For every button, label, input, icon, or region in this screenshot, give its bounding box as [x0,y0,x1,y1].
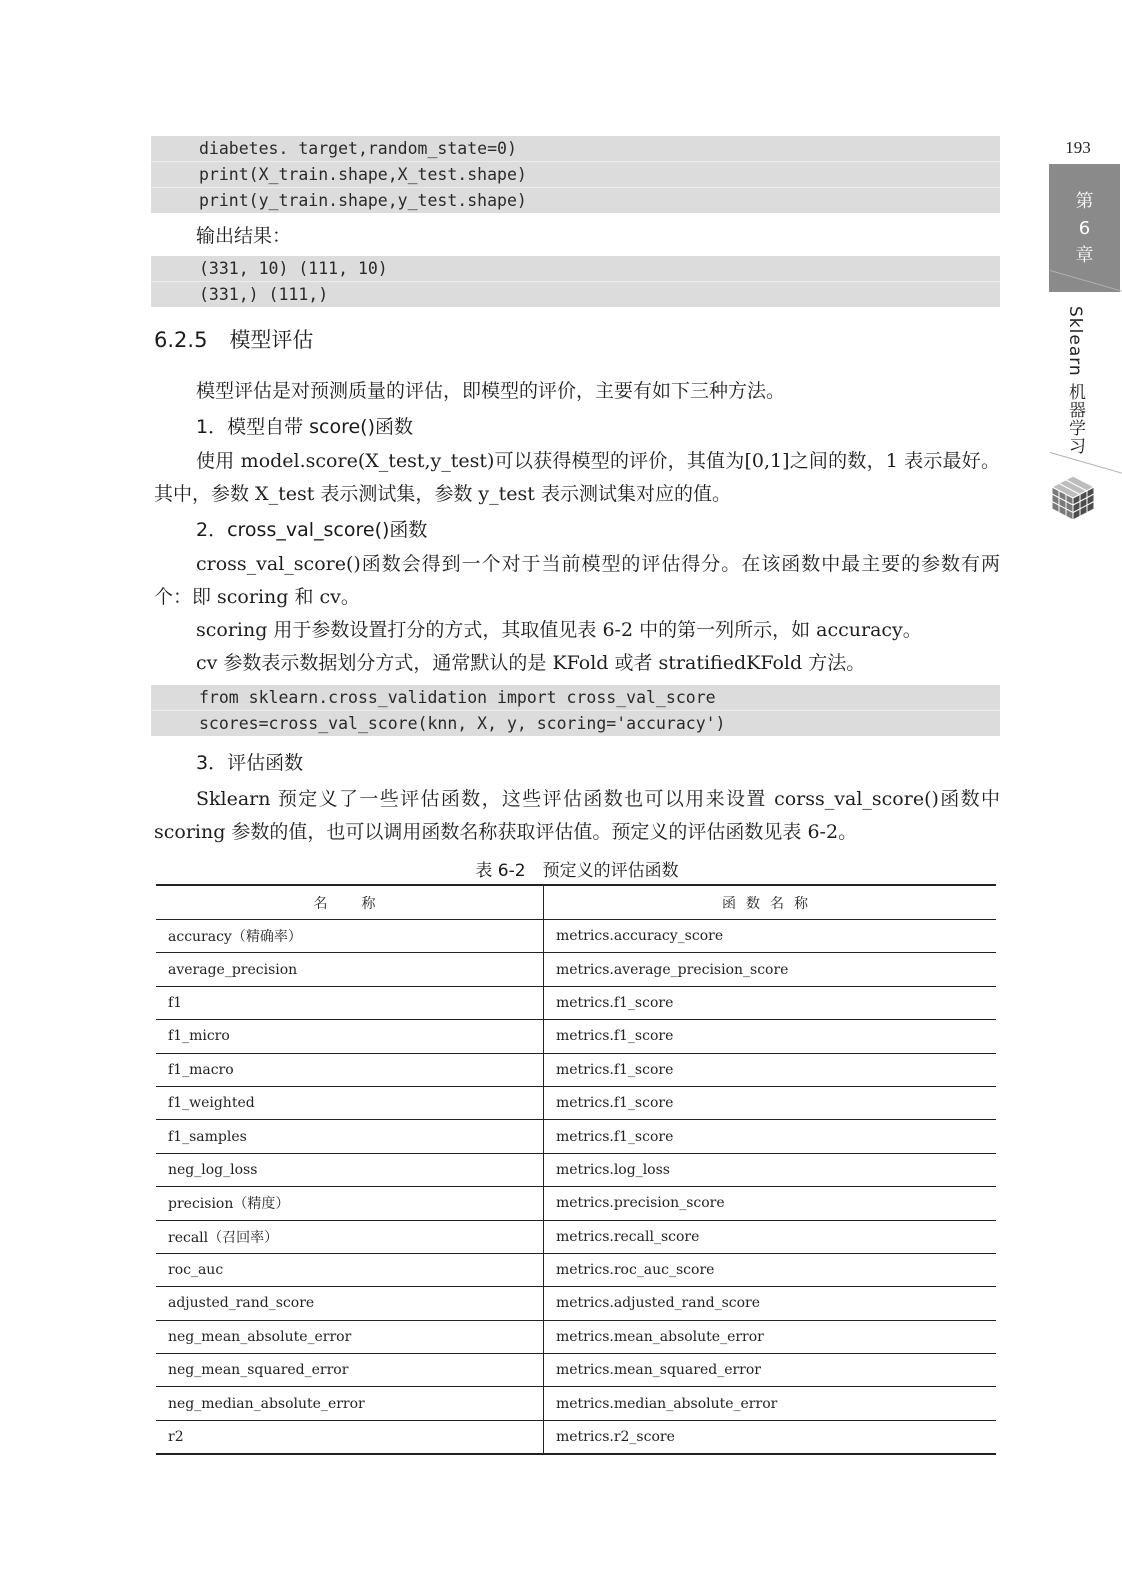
table-caption: 表 6-2 预定义的评估函数 [475,861,679,881]
scoring-name-cell: f1 [156,986,544,1019]
table-row [156,1086,996,1119]
function-name-cell: metrics.f1_score [544,1053,997,1086]
table-row [156,1187,996,1220]
code-line: (331,) (111,) [151,281,1000,307]
code-line: print(y_train.shape,y_test.shape) [151,187,1000,213]
table-row [156,1120,996,1153]
subheading-2: 2．cross_val_score()函数 [196,519,428,541]
table-row [156,1253,996,1286]
function-name-cell: metrics.roc_auc_score [544,1253,997,1286]
function-name-cell: metrics.r2_score [544,1420,997,1454]
scoring-name-cell: f1_macro [156,1053,544,1086]
code-block [151,685,1000,736]
table-row [156,1053,996,1086]
output-block [151,256,1000,307]
table-row [156,1020,996,1053]
paragraph: 使用 model.score(X_test,y_test)可以获得模型的评价，其值为[0,1]之间的数，1 表示最好。其中，参数 X_test 表示测试集，参数 y_test 表示测试集对应的值。 [154,450,1000,505]
scoring-name-cell: recall（召回率） [156,1220,544,1253]
section-title: 模型评估 [229,328,314,352]
table-row [156,1354,996,1387]
scoring-name-cell: average_precision [156,953,544,986]
column-header: 函数名称 [544,885,997,920]
function-name-cell: metrics.mean_absolute_error [544,1320,997,1353]
paragraph: scoring 用于参数设置打分的方式，其取值见表 6-2 中的第一列所示，如 accuracy。 [196,619,922,641]
paragraph: cv 参数表示数据划分方式，通常默认的是 KFold 或者 stratifiedKFold 方法。 [196,652,866,674]
scoring-name-cell: f1_micro [156,1020,544,1053]
scoring-name-cell: accuracy（精确率） [156,920,544,953]
sidebar-divider [1050,452,1122,475]
scoring-name-cell: r2 [156,1420,544,1454]
function-name-cell: metrics.recall_score [544,1220,997,1253]
code-line: print(X_train.shape,X_test.shape) [151,161,1000,187]
function-name-cell: metrics.f1_score [544,1120,997,1153]
scoring-name-cell: precision（精度） [156,1187,544,1220]
paragraph: cross_val_score()函数会得到一个对于当前模型的评估得分。在该函数中最主要的参数有两个：即 scoring 和 cv。 [154,553,1000,608]
chapter-char: 6 [1078,217,1091,239]
function-name-cell: metrics.f1_score [544,1020,997,1053]
scoring-name-cell: f1_weighted [156,1086,544,1119]
code-line: diabetes. target,random_state=0) [199,139,517,158]
page-number: 193 [1065,138,1091,157]
table-row [156,1387,996,1420]
chapter-char: 章 [1075,244,1094,266]
scoring-name-cell: neg_median_absolute_error [156,1387,544,1420]
function-name-cell: metrics.f1_score [544,986,997,1019]
metrics-table [156,884,996,1455]
scoring-name-cell: neg_mean_squared_error [156,1354,544,1387]
subheading-3: 3．评估函数 [196,752,304,774]
table-row [156,1220,996,1253]
intro-paragraph: 模型评估是对预测质量的评估，即模型的评价，主要有如下三种方法。 [196,380,786,402]
table-row [156,1287,996,1320]
function-name-cell: metrics.precision_score [544,1187,997,1220]
column-header: 名 称 [156,885,544,920]
code-block [151,136,1000,213]
paragraph: Sklearn 预定义了一些评估函数，这些评估函数也可以用来设置 corss_val_score()函数中 scoring 参数的值，也可以调用函数名称获取评估值。预定义的评估函数见表 6-2。 [154,788,1000,843]
function-name-cell: metrics.adjusted_rand_score [544,1287,997,1320]
subheading-1: 1．模型自带 score()函数 [196,416,414,438]
table-row [156,920,996,953]
code-line: scores=cross_val_score(knn, X, y, scoring='accuracy') [151,710,1000,736]
table-row [156,1420,996,1454]
function-name-cell: metrics.median_absolute_error [544,1387,997,1420]
table-row [156,1153,996,1186]
chapter-char: 第 [1075,190,1094,212]
scoring-name-cell: roc_auc [156,1253,544,1286]
section-number: 6.2.5 [154,328,208,352]
function-name-cell: metrics.mean_squared_error [544,1354,997,1387]
code-line: (331, 10) (111, 10) [199,259,388,278]
function-name-cell: metrics.average_precision_score [544,953,997,986]
function-name-cell: metrics.accuracy_score [544,920,997,953]
table-row [156,1320,996,1353]
scoring-name-cell: neg_mean_absolute_error [156,1320,544,1353]
cube-logo-icon [1050,474,1096,522]
table-header-row [156,885,996,920]
section-heading [154,324,313,354]
scoring-name-cell: f1_samples [156,1120,544,1153]
table-row [156,986,996,1019]
function-name-cell: metrics.log_loss [544,1153,997,1186]
table-row [156,953,996,986]
scoring-name-cell: adjusted_rand_score [156,1287,544,1320]
scoring-name-cell: neg_log_loss [156,1153,544,1186]
book-title: Sklearn 机器学习 [1065,306,1085,456]
function-name-cell: metrics.f1_score [544,1086,997,1119]
output-label: 输出结果： [196,225,292,247]
code-line: from sklearn.cross_validation import cross_val_score [199,688,716,707]
